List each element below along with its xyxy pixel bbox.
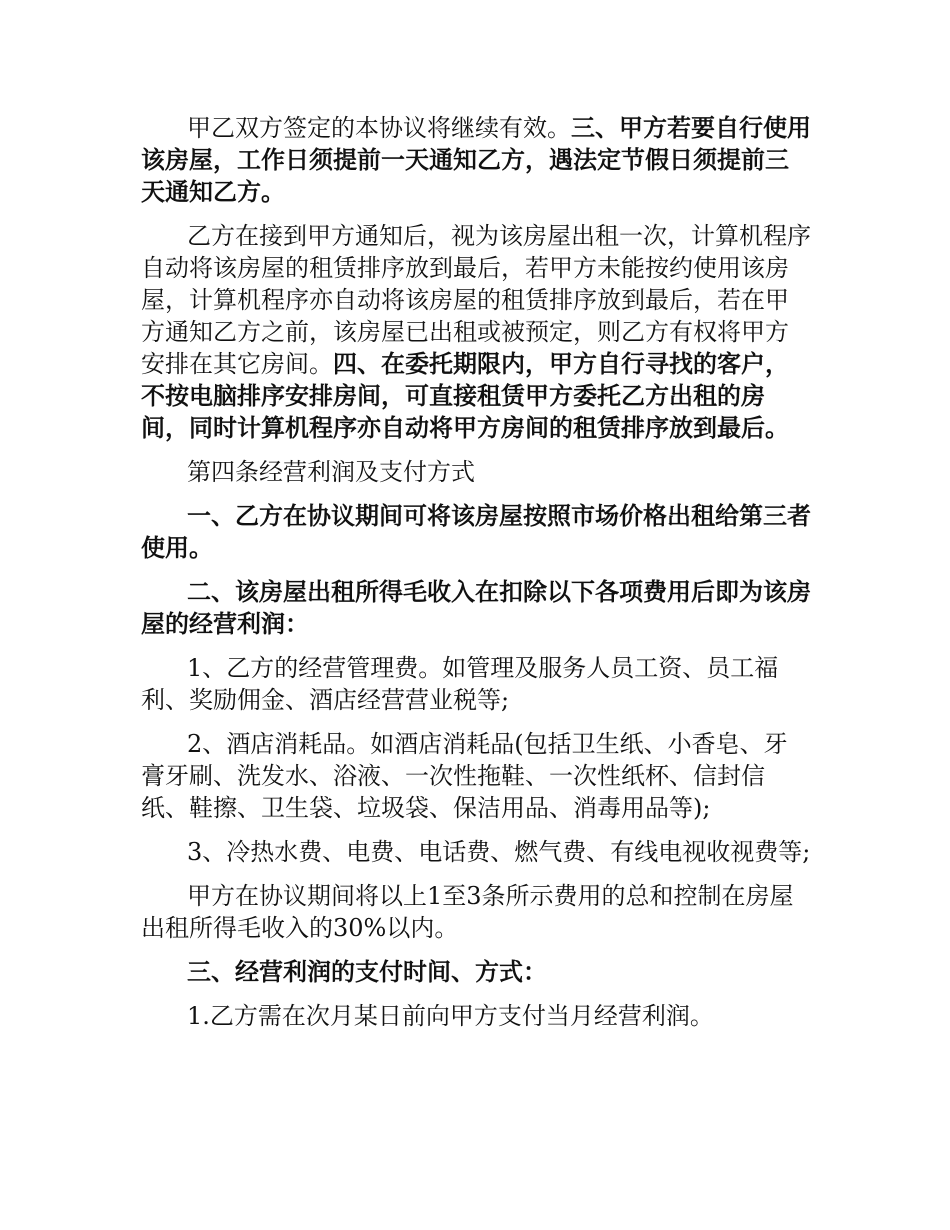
section-heading-text: 第四条经营利润及支付方式 (187, 458, 475, 486)
item-3 (141, 836, 811, 868)
clause-1 (141, 500, 811, 564)
item-2 (141, 728, 811, 824)
payment-item-1 (141, 1000, 811, 1032)
clause-1-text: 一、乙方在协议期间可将该房屋按照市场价格出租给第三者使用。 (141, 502, 811, 562)
payment-item-1-text: 1.乙方需在次月某日前向甲方支付当月经营利润。 (187, 1002, 714, 1030)
section-heading-article-4 (141, 456, 811, 488)
cost-limit-text: 甲方在协议期间将以上1至3条所示费用的总和控制在房屋出租所得毛收入的30%以内。 (141, 882, 794, 942)
paragraph-2 (141, 220, 811, 444)
item-1-text: 1、乙方的经营管理费。如管理及服务人员工资、员工福利、奖励佣金、酒店经营营业税等; (141, 654, 779, 714)
paragraph-2-bold-text: 四、在委托期限内，甲方自行寻找的客户，不按电脑排序安排房间，可直接租赁甲方委托乙方出租的房间，同时计算机程序亦自动将甲方房间的租赁排序放到最后。 (141, 350, 789, 442)
clause-2 (141, 576, 811, 640)
clause-3 (141, 956, 811, 988)
paragraph-1 (141, 112, 811, 208)
item-3-text: 3、冷热水费、电费、电话费、燃气费、有线电视收视费等; (187, 838, 811, 866)
item-1 (141, 652, 811, 716)
clause-2-text: 二、该房屋出租所得毛收入在扣除以下各项费用后即为该房屋的经营利润： (141, 578, 811, 638)
cost-limit-paragraph (141, 880, 811, 944)
paragraph-2-text: 乙方在接到甲方通知后，视为该房屋出租一次，计算机程序自动将该房屋的租赁排序放到最后，若甲方未能按约使用该房屋，计算机程序亦自动将该房屋的租赁排序放到最后，若在甲方通知乙方之前，该房屋已出租或被预定，则乙方有权将甲方安排在其它房间。 (141, 222, 811, 378)
item-2-text: 2、酒店消耗品。如酒店消耗品(包括卫生纸、小香皂、牙膏牙刷、洗发水、浴液、一次性拖鞋、一次性纸杯、信封信纸、鞋擦、卫生袋、垃圾袋、保洁用品、消毒用品等); (141, 730, 788, 822)
paragraph-1-bold-text: 三、甲方若要自行使用该房屋，工作日须提前一天通知乙方，遇法定节假日须提前三天通知乙方。 (141, 114, 811, 206)
clause-3-text: 三、经营利润的支付时间、方式： (187, 958, 547, 986)
paragraph-1-text: 甲乙双方签定的本协议将继续有效。 (187, 114, 571, 142)
document-body (141, 112, 811, 1044)
